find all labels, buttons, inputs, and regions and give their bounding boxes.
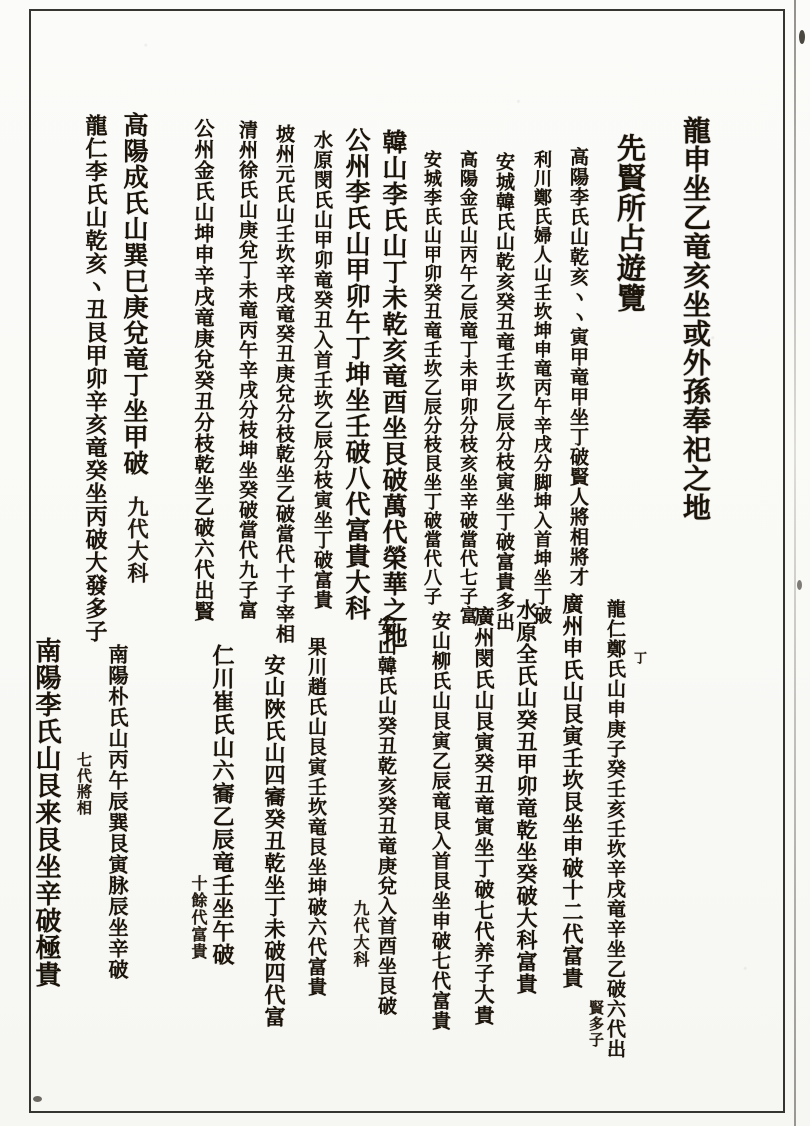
entry-namyang-park-note: 七代將相 xyxy=(75,752,93,816)
entry-goyang-seong: 高陽成氏山巽巳庚兌竜丁坐甲破 xyxy=(120,112,149,476)
entry-gwangju-shin: 廣州申氏山艮寅壬坎艮坐申破十二代富貴 xyxy=(560,593,584,989)
entry-yongin-lee: 龍仁李氏山乾亥ヽ丑艮甲卯辛亥竜癸坐丙破大發多子 xyxy=(82,114,107,643)
entry-namyang-lee: 南陽李氏山艮来艮坐辛破極貴 xyxy=(31,637,61,988)
entry-ansan-hyeop: 安山陜氏山四㝯癸丑乾坐丁未破四代富 xyxy=(262,654,286,1028)
entry-anseong-han: 安城韓氏山乾亥癸丑竜壬坎乙辰分枝寅坐丁破富貴多出 xyxy=(493,152,515,632)
entry-yongin-jeong-note: 賢多子 xyxy=(587,1000,605,1048)
entry-ansan-han-note: 九代大科 xyxy=(351,900,370,968)
entry-icheon-jeong: 利川鄭氏婦人山壬坎坤申竜丙午辛戌分脚坤入首坤坐丁破 xyxy=(531,150,552,625)
scan-smudge xyxy=(33,1096,42,1102)
section-heading: 先賢所占遊覽 xyxy=(613,133,647,313)
entry-namyang-park: 南陽朴氏山丙午辰巽艮寅脉辰坐辛破 xyxy=(105,644,129,980)
scan-page-edge xyxy=(794,0,796,1126)
entry-goyang-lee: 高陽李氏山乾亥ヽヽ寅甲竜甲坐丁破賢人將相將才 xyxy=(567,147,589,587)
entry-suwon-min: 水原閔氏山甲卯竜癸丑入首壬坎乙辰分枝寅坐丁破富貴 xyxy=(311,130,333,610)
entry-gwangju-min: 廣州閔氏山艮寅癸丑竜寅坐丁破七代养子大貴 xyxy=(471,606,495,1026)
entry-incheon-choi: 仁川崔氏山六㝯乙辰竜壬坐午破 xyxy=(209,644,234,966)
scan-smudge xyxy=(799,30,805,44)
entry-goyang-kim: 高陽金氏山丙午乙辰竜丁未甲卯分枝亥坐辛破當代七子富 xyxy=(457,150,478,625)
entry-ansan-ryu: 安山柳氏山艮寅乙辰竜艮入首艮坐申破七代富貴 xyxy=(429,611,451,1031)
entry-gongju-kim: 公州金氏山坤申辛戌竜庚兌癸丑分枝乾坐乙破六代出賢 xyxy=(191,118,215,622)
entry-gongju-lee: 公州李氏山甲卯午丁坤坐壬破八代富貴大科 xyxy=(342,127,371,621)
entry-cheongju-seo: 清州徐氏山庚兌丁未竜丙午辛戌分枝坤坐癸破當代九子富 xyxy=(236,120,258,620)
scan-smudge xyxy=(797,580,802,590)
entry-yongin-jeong: 龍仁鄭氏山申庚子癸壬亥壬坎辛戌竜辛坐乙破六代出 xyxy=(604,599,626,1059)
entry-ansan-han: 安山韓氏山癸丑乾亥癸丑竜庚兌入首酉坐艮破 xyxy=(375,616,397,1016)
title-column: 龍申坐乙竜亥坐或外孫奉祀之地 xyxy=(679,116,712,522)
entry-paju-won: 坡州元氏山壬坎辛戌竜癸丑庚兌分枝乾坐乙破當代十子宰相 xyxy=(273,124,295,644)
entry-gwacheon-jo: 果川趙氏山艮寅壬坎竜艮坐坤破六代富貴 xyxy=(305,637,327,997)
entry-yongin-jeong-insert: 丁 xyxy=(631,651,646,665)
entry-suwon-jeon: 水原全氏山癸丑甲卯竜乾坐癸破大科富貴 xyxy=(514,599,538,995)
entry-anseong-lee: 安城李氏山甲卯癸丑竜壬坎乙辰分枝艮坐丁破當代八子 xyxy=(421,150,442,606)
entry-hansan-lee: 韓山李氏山丁未乾亥竜酉坐艮破萬代榮華之地 xyxy=(379,129,408,649)
entry-goyang-seong-note: 九代大科 xyxy=(125,496,149,584)
entry-incheon-choi-note: 十餘代富貴 xyxy=(189,875,208,960)
